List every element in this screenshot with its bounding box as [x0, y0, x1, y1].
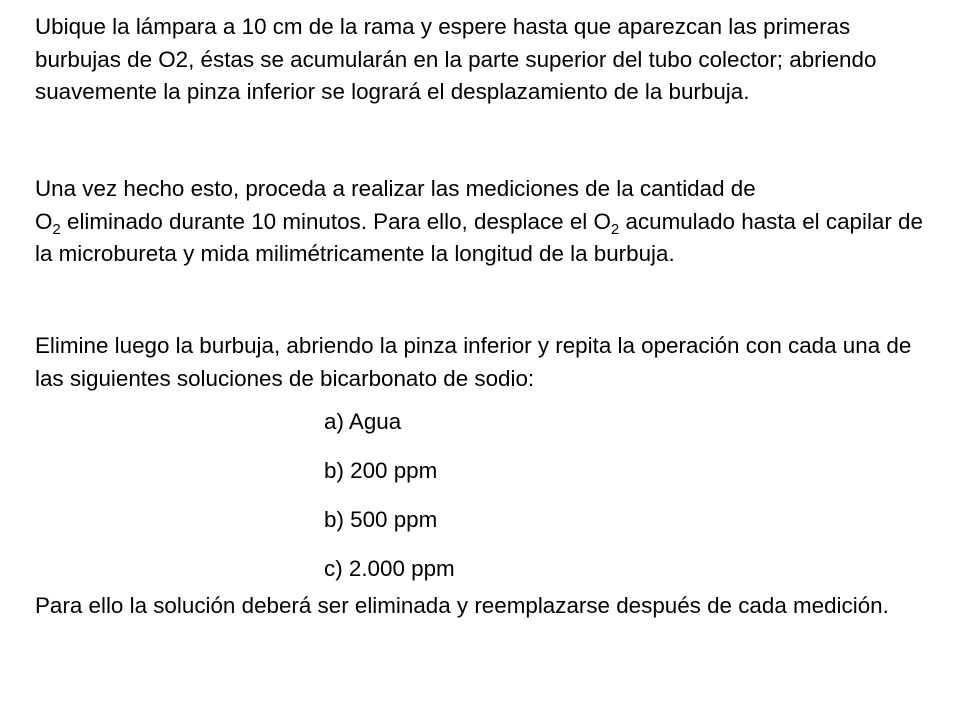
solution-options-list — [324, 406, 455, 602]
oxygen-symbol: O — [35, 208, 53, 234]
paragraph-measurement-line1: Una vez hecho esto, proceda a realizar las mediciones de la cantidad de — [35, 176, 756, 201]
paragraph-closing-note: Para ello la solución deberá ser eliminada y reemplazarse después de cada medición. — [35, 593, 889, 618]
paragraph-repeat-instructions: Elimine luego la burbuja, abriendo la pinza inferior y repita la operación con cada una de las siguientes soluciones de bicarbonato de sodio: — [35, 333, 912, 391]
oxygen-subscript: 2 — [52, 220, 61, 238]
paragraph-measurement — [35, 173, 935, 271]
paragraph-measurement-segment-b: eliminado durante 10 minutos. Para ello, desplace el O — [60, 208, 611, 234]
list-item: b) 200 ppm — [324, 458, 438, 483]
oxygen-subscript: 2 — [610, 220, 620, 238]
paragraph-lamp-setup: Ubique la lámpara a 10 cm de la rama y espere hasta que aparezcan las primeras burbujas de O2, éstas se acumularán en la parte superior del tubo colector; abriendo suavemente la pinza inferior se logrará el desplazamiento de la burbuja. — [35, 14, 877, 104]
paragraph-measurement-segment-c: acumulado hasta el capilar de la microbureta y mida milimétricamente la longitud de la burbuja. — [35, 208, 923, 266]
list-item: a) Agua — [324, 409, 402, 434]
list-item: c) 2.000 ppm — [324, 556, 455, 581]
list-item: b) 500 ppm — [324, 507, 438, 532]
